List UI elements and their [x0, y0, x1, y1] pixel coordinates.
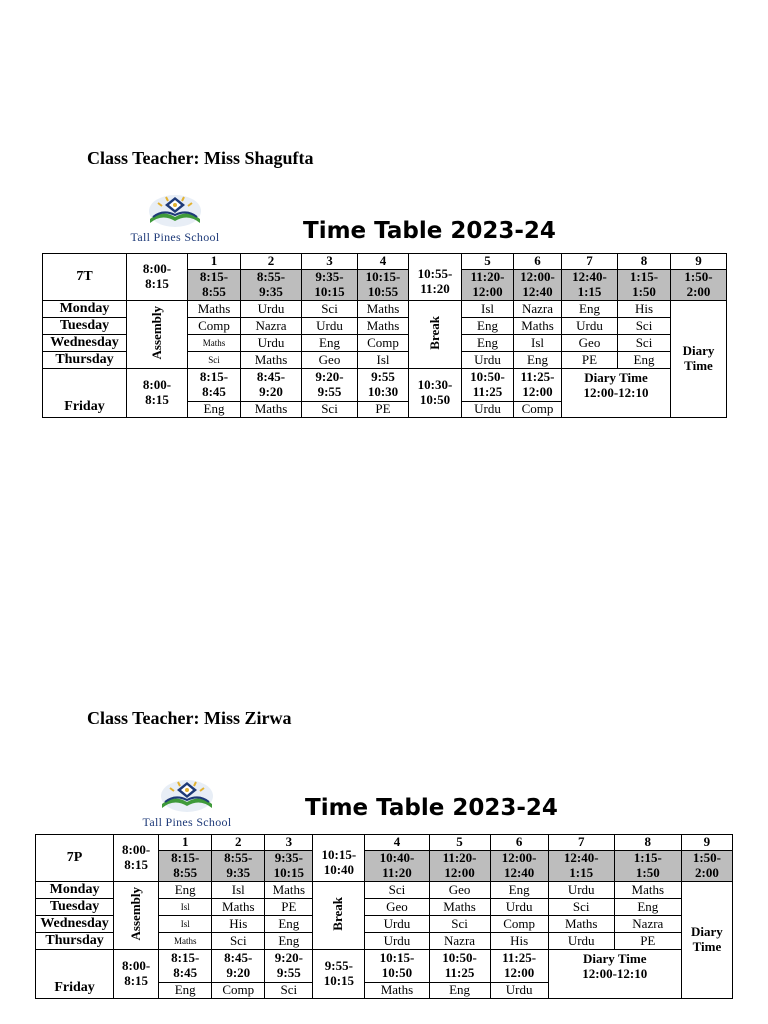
period-number: 4: [358, 254, 409, 270]
day-label: Tuesday: [36, 899, 114, 916]
subject-cell: Eng: [159, 983, 212, 999]
subject-cell: Eng: [302, 335, 358, 352]
diary-time: Diary Time: [671, 300, 727, 417]
period-number: 4: [365, 835, 429, 851]
period-time: 8:45- 9:20: [241, 369, 302, 402]
period-number: 9: [671, 254, 727, 270]
subject-cell: Maths: [241, 352, 302, 369]
period-number: 6: [514, 254, 562, 270]
break: [313, 881, 365, 949]
day-label: Wednesday: [36, 916, 114, 933]
school-logo: [128, 776, 246, 830]
period-time: 11:25- 12:00: [514, 369, 562, 402]
period-number: 5: [462, 254, 514, 270]
period-number: 8: [618, 254, 671, 270]
period-time: 1:50- 2:00: [681, 850, 732, 881]
period-number: 7: [562, 254, 618, 270]
book-emblem-icon: [128, 776, 246, 816]
period-time: 10:50- 11:25: [462, 369, 514, 402]
subject-cell: Eng: [614, 899, 681, 916]
subject-cell: Isl: [358, 352, 409, 369]
subject-cell: Nazra: [614, 916, 681, 933]
timetable-7t: [42, 253, 727, 418]
subject-cell: Eng: [159, 881, 212, 898]
period-time: 8:55- 9:35: [241, 269, 302, 300]
period-time: 1:15- 1:50: [618, 269, 671, 300]
timetable-7p: [35, 834, 733, 999]
assembly-time: 8:00- 8:15: [114, 835, 159, 882]
subject-cell: Maths: [358, 318, 409, 335]
timetable-7t-body: [43, 254, 727, 418]
subject-cell: Isl: [159, 916, 212, 933]
subject-cell: Urdu: [365, 916, 429, 933]
period-time: 9:35- 10:15: [265, 850, 313, 881]
period-time: 11:20- 12:00: [429, 850, 490, 881]
diary-time: Diary Time: [681, 881, 732, 998]
period-time: 12:00- 12:40: [514, 269, 562, 300]
class-name: 7T: [43, 254, 127, 301]
period-number-row: [36, 835, 733, 851]
assembly-time: 8:00- 8:15: [114, 950, 159, 999]
subject-cell: Eng: [265, 933, 313, 950]
period-time: 9:55 10:30: [358, 369, 409, 402]
break-label: Break: [426, 315, 442, 350]
subject-cell: Isl: [514, 335, 562, 352]
friday-time-row: [43, 369, 727, 402]
period-number: 2: [241, 254, 302, 270]
subject-cell: Sci: [618, 335, 671, 352]
subject-cell: Urdu: [241, 335, 302, 352]
subject-cell: Urdu: [462, 352, 514, 369]
assembly: [127, 300, 188, 368]
subject-cell: Maths: [514, 318, 562, 335]
subject-cell: PE: [562, 352, 618, 369]
friday-diary-time: Diary Time 12:00-12:10: [562, 369, 671, 418]
subject-cell: Urdu: [548, 881, 614, 898]
school-name: Tall Pines School: [142, 815, 232, 829]
timetable-title: Time Table 2023-24: [303, 218, 556, 244]
timetable-title: Time Table 2023-24: [305, 795, 558, 821]
subject-cell: Nazra: [241, 318, 302, 335]
subject-cell: Urdu: [462, 402, 514, 418]
friday-time-row: [36, 950, 733, 983]
subject-cell: Geo: [365, 899, 429, 916]
subject-cell: PE: [358, 402, 409, 418]
subject-cell: Isl: [462, 300, 514, 317]
period-time: 8:55- 9:35: [212, 850, 265, 881]
subject-cell: Sci: [265, 983, 313, 999]
subject-cell: Sci: [302, 402, 358, 418]
subject-cell: Sci: [212, 933, 265, 950]
break: [409, 300, 462, 368]
break-time: 9:55- 10:15: [313, 950, 365, 999]
period-time: 10:40- 11:20: [365, 850, 429, 881]
subject-cell: Sci: [429, 916, 490, 933]
subject-cell: Maths: [188, 335, 241, 352]
period-number: 3: [265, 835, 313, 851]
period-time: 12:40- 1:15: [562, 269, 618, 300]
subject-cell: His: [618, 300, 671, 317]
period-number: 1: [188, 254, 241, 270]
subject-cell: Nazra: [429, 933, 490, 950]
period-number-row: [43, 254, 727, 270]
subject-cell: Geo: [562, 335, 618, 352]
subject-cell: Isl: [159, 899, 212, 916]
day-label: Friday: [36, 950, 114, 999]
subject-cell: Eng: [188, 402, 241, 418]
table-row: [43, 300, 727, 317]
break-label: Break: [330, 896, 346, 931]
school-name: Tall Pines School: [130, 230, 220, 244]
period-number: 6: [490, 835, 548, 851]
period-number: 1: [159, 835, 212, 851]
subject-cell: Urdu: [490, 983, 548, 999]
subject-cell: Maths: [188, 300, 241, 317]
subject-cell: Maths: [265, 881, 313, 898]
period-time: 11:20- 12:00: [462, 269, 514, 300]
subject-cell: Comp: [188, 318, 241, 335]
class-name: 7P: [36, 835, 114, 882]
subject-cell: Urdu: [365, 933, 429, 950]
day-label: Wednesday: [43, 335, 127, 352]
class-teacher-heading: Class Teacher: Miss Zirwa: [87, 708, 292, 728]
period-number: 2: [212, 835, 265, 851]
period-time: 12:40- 1:15: [548, 850, 614, 881]
assembly-time: 8:00- 8:15: [127, 369, 188, 418]
period-number: 7: [548, 835, 614, 851]
period-time: 9:35- 10:15: [302, 269, 358, 300]
period-time: 10:50- 11:25: [429, 950, 490, 983]
period-number: 5: [429, 835, 490, 851]
period-time: 8:15- 8:55: [188, 269, 241, 300]
period-number: 8: [614, 835, 681, 851]
subject-cell: Urdu: [548, 933, 614, 950]
subject-cell: Eng: [562, 300, 618, 317]
period-time: 8:15- 8:45: [188, 369, 241, 402]
subject-cell: Maths: [614, 881, 681, 898]
subject-cell: Comp: [490, 916, 548, 933]
subject-cell: Geo: [429, 881, 490, 898]
class-teacher-heading: Class Teacher: Miss Shagufta: [87, 148, 314, 168]
period-time: 10:15- 10:55: [358, 269, 409, 300]
subject-cell: Comp: [212, 983, 265, 999]
subject-cell: Maths: [358, 300, 409, 317]
assembly-label: Assembly: [127, 886, 143, 941]
break-time: 10:15- 10:40: [313, 835, 365, 882]
subject-cell: Sci: [302, 300, 358, 317]
subject-cell: Comp: [358, 335, 409, 352]
subject-cell: Eng: [490, 881, 548, 898]
day-label: Monday: [43, 300, 127, 317]
subject-cell: Sci: [365, 881, 429, 898]
friday-diary-time: Diary Time 12:00-12:10: [548, 950, 681, 999]
table-row: [36, 881, 733, 898]
period-time: 1:50- 2:00: [671, 269, 727, 300]
period-number: 9: [681, 835, 732, 851]
subject-cell: Eng: [429, 983, 490, 999]
subject-cell: Maths: [548, 916, 614, 933]
subject-cell: Eng: [514, 352, 562, 369]
subject-cell: Urdu: [562, 318, 618, 335]
subject-cell: Sci: [188, 352, 241, 369]
subject-cell: Eng: [462, 318, 514, 335]
subject-cell: Eng: [265, 916, 313, 933]
break-time: 10:55- 11:20: [409, 254, 462, 301]
assembly: [114, 881, 159, 949]
period-time: 10:15- 10:50: [365, 950, 429, 983]
assembly-time: 8:00- 8:15: [127, 254, 188, 301]
day-label: Thursday: [43, 352, 127, 369]
subject-cell: Urdu: [302, 318, 358, 335]
period-time: 9:20- 9:55: [302, 369, 358, 402]
subject-cell: Maths: [212, 899, 265, 916]
subject-cell: Nazra: [514, 300, 562, 317]
subject-cell: Urdu: [490, 899, 548, 916]
period-time: 8:15- 8:45: [159, 950, 212, 983]
subject-cell: Eng: [462, 335, 514, 352]
subject-cell: PE: [614, 933, 681, 950]
day-label: Thursday: [36, 933, 114, 950]
book-emblem-icon: [116, 191, 234, 231]
period-time: 1:15- 1:50: [614, 850, 681, 881]
assembly-label: Assembly: [148, 305, 164, 360]
period-time: 9:20- 9:55: [265, 950, 313, 983]
period-time: 8:45- 9:20: [212, 950, 265, 983]
day-label: Tuesday: [43, 318, 127, 335]
day-label: Monday: [36, 881, 114, 898]
subject-cell: Isl: [212, 881, 265, 898]
subject-cell: Urdu: [241, 300, 302, 317]
break-time: 10:30- 10:50: [409, 369, 462, 418]
subject-cell: His: [212, 916, 265, 933]
subject-cell: Maths: [241, 402, 302, 418]
period-number: 3: [302, 254, 358, 270]
subject-cell: PE: [265, 899, 313, 916]
subject-cell: Maths: [365, 983, 429, 999]
period-time: 11:25- 12:00: [490, 950, 548, 983]
subject-cell: Comp: [514, 402, 562, 418]
school-logo: [116, 191, 234, 245]
subject-cell: Eng: [618, 352, 671, 369]
period-time: 8:15- 8:55: [159, 850, 212, 881]
day-label: Friday: [43, 369, 127, 418]
subject-cell: Maths: [159, 933, 212, 950]
subject-cell: Sci: [548, 899, 614, 916]
subject-cell: Geo: [302, 352, 358, 369]
period-time: 12:00- 12:40: [490, 850, 548, 881]
subject-cell: Maths: [429, 899, 490, 916]
subject-cell: Sci: [618, 318, 671, 335]
timetable-7p-body: [36, 835, 733, 999]
subject-cell: His: [490, 933, 548, 950]
